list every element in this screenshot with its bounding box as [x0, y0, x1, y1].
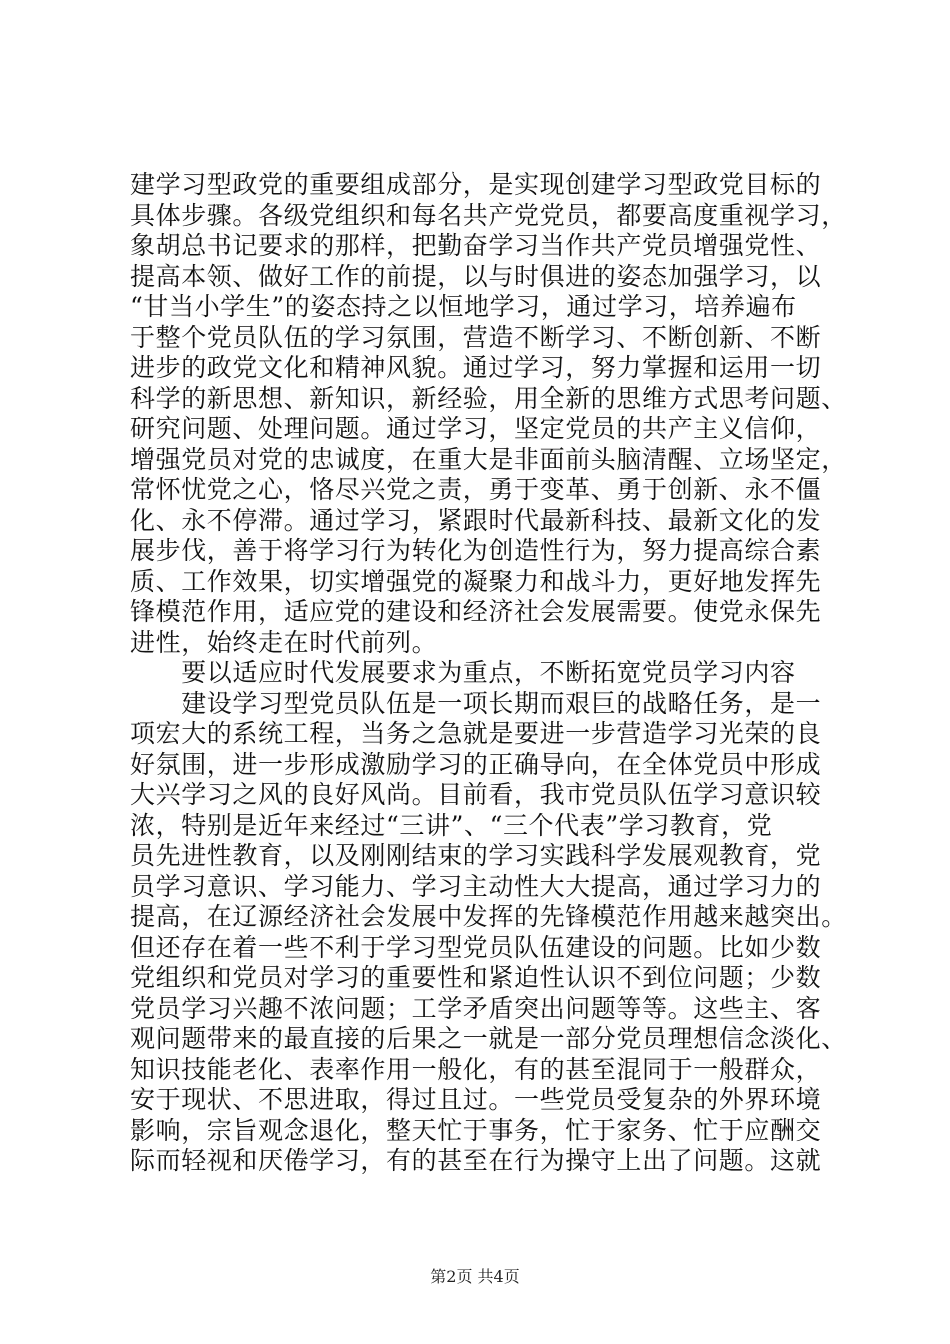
text-line: 要以适应时代发展要求为重点，不断拓宽党员学习内容	[130, 658, 796, 687]
text-line: 质、工作效果，切实增强党的凝聚力和战斗力，更好地发挥先	[130, 566, 822, 596]
text-line: 浓，特别是近年来经过“三讲”、“三个代表”学习教育，党	[130, 810, 773, 840]
text-line: 员先进性教育，以及刚刚结束的学习实践科学发展观教育，党	[130, 841, 822, 870]
text-line: 提高，在辽源经济社会发展中发挥的先锋模范作用越来越突出。	[130, 902, 847, 931]
text-line: 象胡总书记要求的那样，把勤奋学习当作共产党员增强党性、	[130, 231, 822, 260]
text-line: 常怀忧党之心，恪尽兴党之责，勇于变革、勇于创新、永不僵	[130, 475, 822, 504]
text-line: 但还存在着一些不利于学习型党员队伍建设的问题。比如少数	[130, 932, 822, 962]
text-line: 进性，始终走在时代前列。	[130, 627, 438, 657]
text-line: 建设学习型党员队伍是一项长期而艰巨的战略任务，是一	[130, 688, 822, 718]
text-line: 知识技能老化、表率作用一般化，有的甚至混同于一般群众，	[130, 1054, 822, 1084]
text-line: 好氛围，进一步形成激励学习的正确导向，在全体党员中形成	[130, 749, 822, 779]
text-line: 增强党员对党的忠诚度，在重大是非面前头脑清醒、立场坚定，	[130, 444, 847, 474]
text-line: “甘当小学生”的姿态持之以恒地学习，通过学习，培养遍布	[130, 292, 797, 321]
text-line: 大兴学习之风的良好风尚。目前看，我市党员队伍学习意识较	[130, 780, 822, 809]
text-line: 员学习意识、学习能力、学习主动性大大提高，通过学习力的	[130, 871, 822, 901]
text-line: 际而轻视和厌倦学习，有的甚至在行为操守上出了问题。这就	[130, 1146, 822, 1175]
text-line: 安于现状、不思进取，得过且过。一些党员受复杂的外界环境	[130, 1085, 822, 1114]
text-line: 展步伐，善于将学习行为转化为创造性行为，努力提高综合素	[130, 536, 822, 565]
text-line: 化、永不停滞。通过学习，紧跟时代最新科技、最新文化的发	[130, 505, 822, 535]
text-line: 研究问题、处理问题。通过学习，坚定党员的共产主义信仰，	[130, 414, 822, 443]
page-footer: 第2页 共4页	[430, 1267, 520, 1286]
text-line: 进步的政党文化和精神风貌。通过学习，努力掌握和运用一切	[130, 353, 822, 382]
text-line: 于整个党员队伍的学习氛围，营造不断学习、不断创新、不断	[130, 322, 822, 352]
text-line: 科学的新思想、新知识，新经验，用全新的思维方式思考问题、	[130, 383, 847, 413]
text-line: 锋模范作用，适应党的建设和经济社会发展需要。使党永保先	[130, 597, 822, 626]
text-line: 提高本领、做好工作的前提，以与时俱进的姿态加强学习，以	[130, 261, 822, 291]
body-text	[130, 170, 847, 1177]
text-line: 具体步骤。各级党组织和每名共产党党员，都要高度重视学习，	[130, 200, 847, 230]
text-line: 影响，宗旨观念退化，整天忙于事务，忙于家务、忙于应酬交	[130, 1115, 822, 1145]
text-line: 建学习型政党的重要组成部分，是实现创建学习型政党目标的	[130, 170, 822, 199]
text-line: 党员学习兴趣不浓问题；工学矛盾突出问题等等。这些主、客	[130, 993, 822, 1023]
text-line: 党组织和党员对学习的重要性和紧迫性认识不到位问题；少数	[130, 963, 822, 992]
text-line: 观问题带来的最直接的后果之一就是一部分党员理想信念淡化、	[130, 1024, 847, 1053]
text-line: 项宏大的系统工程，当务之急就是要进一步营造学习光荣的良	[130, 719, 822, 748]
